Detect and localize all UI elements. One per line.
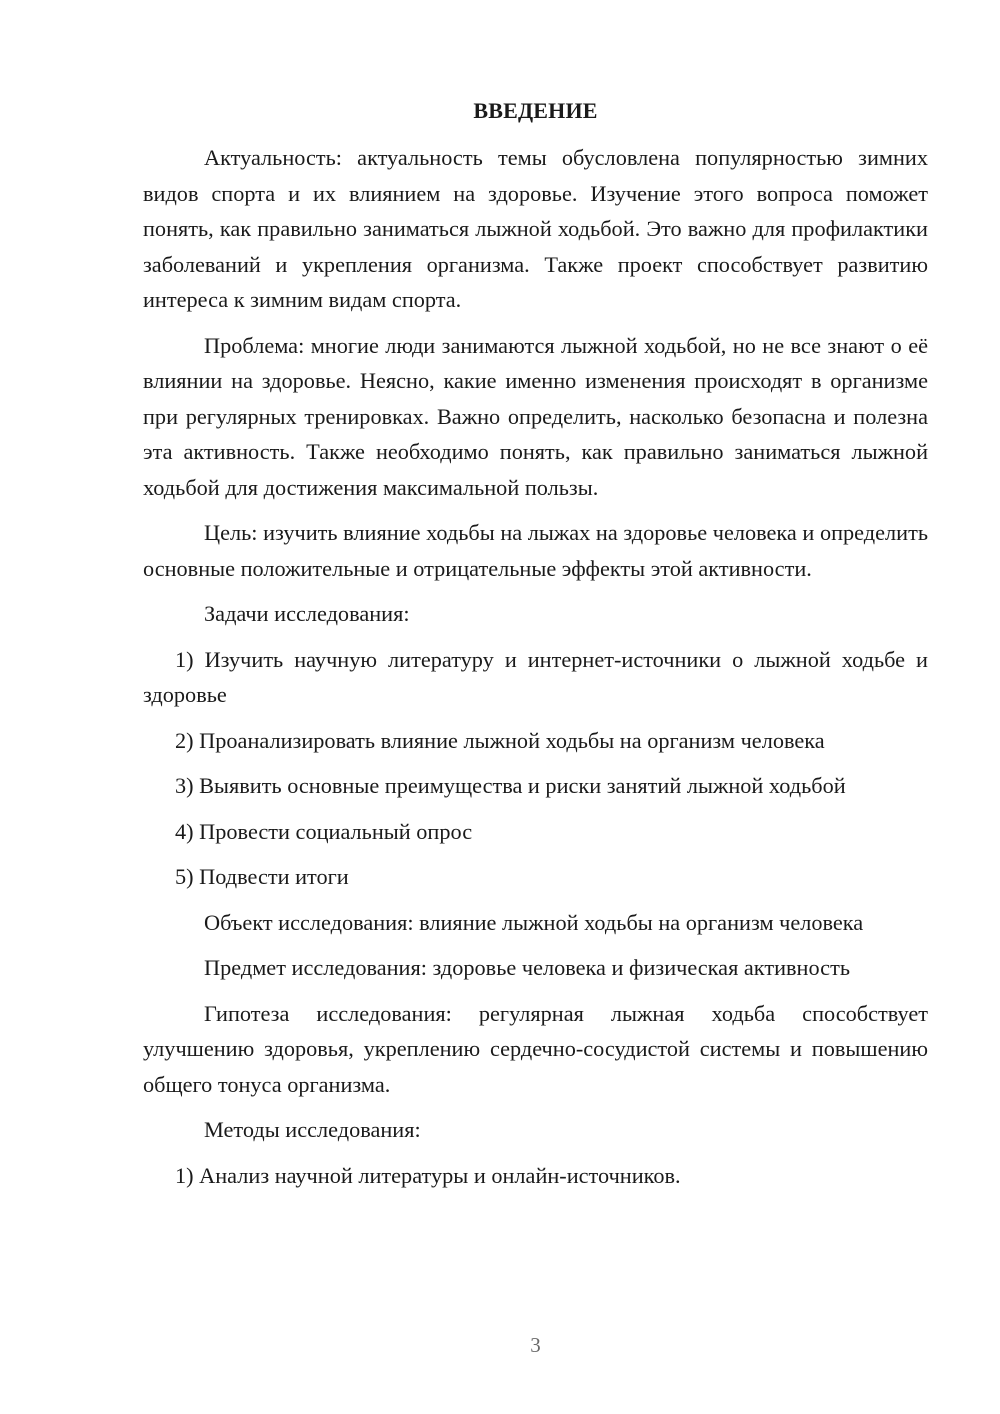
task-item: 2) Проанализировать влияние лыжной ходьбы на организм человека [175, 727, 825, 753]
subject-paragraph: Предмет исследования: здоровье человека и физическая активность [204, 955, 850, 980]
page-number: 3 [530, 1333, 541, 1357]
relevance-paragraph: Актуальность: актуальность темы обусловлена популярностью зимних видов спорта и их влиянием на здоровье. Изучение этого вопроса поможет понять, как правильно заниматься лыжной ходьбой. Это важно для профилактики заболеваний и укрепления организма. Также проект способствует развитию интереса к зимним видам спорта. [143, 145, 928, 312]
problem-paragraph: Проблема: многие люди занимаются лыжной ходьбой, но не все знают о её влиянии на здоровье. Неясно, какие именно изменения происходят в организме при регулярных тренировках. Важно определить, насколько безопасна и полезна эта активность. Также необходимо понять, как правильно заниматься лыжной ходьбой для достижения максимальной пользы. [143, 332, 928, 500]
task-item: 1) Изучить научную литературу и интернет-источники о лыжной ходьбе и здоровье [143, 646, 928, 707]
object-paragraph: Объект исследования: влияние лыжной ходьбы на организм человека [204, 909, 864, 935]
hypothesis-paragraph: Гипотеза исследования: регулярная лыжная ходьба способствует улучшению здоровья, укреплению сердечно-сосудистой системы и повышению общего тонуса организма. [143, 1000, 928, 1097]
task-item: 3) Выявить основные преимущества и риски занятий лыжной ходьбой [175, 773, 846, 798]
method-item: 1) Анализ научной литературы и онлайн-источников. [175, 1162, 681, 1188]
tasks-heading: Задачи исследования: [204, 601, 410, 626]
methods-heading: Методы исследования: [204, 1117, 421, 1142]
goal-paragraph: Цель: изучить влияние ходьбы на лыжах на здоровье человека и определить основные положительные и отрицательные эффекты этой активности. [143, 520, 928, 581]
task-item: 5) Подвести итоги [175, 864, 349, 889]
document-body [143, 140, 928, 1203]
document-page [143, 0, 928, 1414]
task-item: 4) Провести социальный опрос [175, 818, 473, 844]
page-title: ВВЕДЕНИЕ [473, 98, 598, 123]
